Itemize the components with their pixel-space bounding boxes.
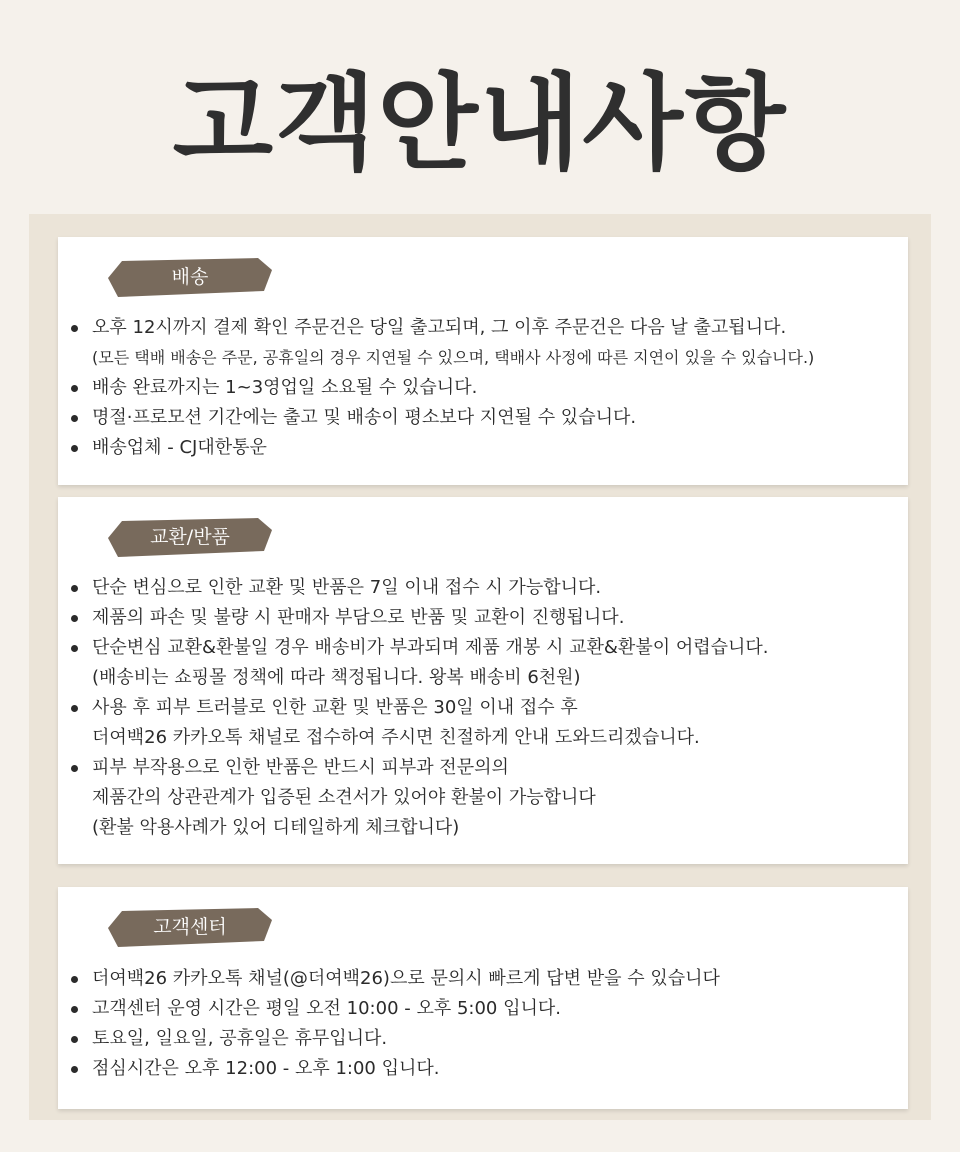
shipping-section-tag bbox=[108, 258, 272, 297]
exchange-list bbox=[82, 573, 898, 843]
page-title: 고객안내사항 bbox=[172, 62, 788, 184]
exchange-section-tag bbox=[108, 518, 272, 557]
list-item: 배송 완료까지는 1~3영업일 소요될 수 있습니다. bbox=[82, 373, 898, 403]
list-item: 배송업체 - CJ대한통운 bbox=[82, 433, 898, 463]
customer-center-card bbox=[58, 887, 908, 1109]
list-item: 명절·프로모션 기간에는 출고 및 배송이 평소보다 지연될 수 있습니다. bbox=[82, 403, 898, 433]
list-item: 단순 변심으로 인한 교환 및 반품은 7일 이내 접수 시 가능합니다. bbox=[82, 573, 898, 603]
list-item: 오후 12시까지 결제 확인 주문건은 당일 출고되며, 그 이후 주문건은 다음 날 출고됩니다. bbox=[82, 313, 898, 343]
list-item-note: (모든 택배 배송은 주문, 공휴일의 경우 지연될 수 있으며, 택배사 사정에 따른 지연이 있을 수 있습니다.) bbox=[92, 348, 815, 367]
shipping-section-label: 배송 bbox=[171, 266, 209, 288]
list-item-continuation: 더여백26 카카오톡 채널로 접수하여 주시면 친절하게 안내 도와드리겠습니다. bbox=[92, 727, 700, 748]
shipping-list bbox=[82, 313, 898, 463]
exchange-section-label: 교환/반품 bbox=[150, 526, 230, 548]
list-item: 고객센터 운영 시간은 평일 오전 10:00 - 오후 5:00 입니다. bbox=[82, 994, 898, 1024]
customer-center-section-label: 고객센터 bbox=[153, 916, 227, 938]
list-item: 토요일, 일요일, 공휴일은 휴무입니다. bbox=[82, 1024, 898, 1054]
list-item-continuation: (배송비는 쇼핑몰 정책에 따라 책정됩니다. 왕복 배송비 6천원) bbox=[92, 667, 581, 688]
list-item: 단순변심 교환&환불일 경우 배송비가 부과되며 제품 개봉 시 교환&환불이 어렵습니다. bbox=[82, 633, 898, 663]
list-item: 피부 부작용으로 인한 반품은 반드시 피부과 전문의의 bbox=[82, 753, 898, 783]
list-item: 사용 후 피부 트러블로 인한 교환 및 반품은 30일 이내 접수 후 bbox=[82, 693, 898, 723]
list-item: 점심시간은 오후 12:00 - 오후 1:00 입니다. bbox=[82, 1054, 898, 1084]
customer-center-list bbox=[82, 964, 898, 1084]
list-item: 더여백26 카카오톡 채널(@더여백26)으로 문의시 빠르게 답변 받을 수 있습니다 bbox=[82, 964, 898, 994]
customer-center-section-tag bbox=[108, 908, 272, 947]
list-item-continuation: (환불 악용사례가 있어 디테일하게 체크합니다) bbox=[92, 817, 460, 838]
exchange-card bbox=[58, 497, 908, 864]
list-item-continuation: 제품간의 상관관계가 입증된 소견서가 있어야 환불이 가능합니다 bbox=[92, 787, 596, 808]
list-item: 제품의 파손 및 불량 시 판매자 부담으로 반품 및 교환이 진행됩니다. bbox=[82, 603, 898, 633]
shipping-card bbox=[58, 237, 908, 485]
